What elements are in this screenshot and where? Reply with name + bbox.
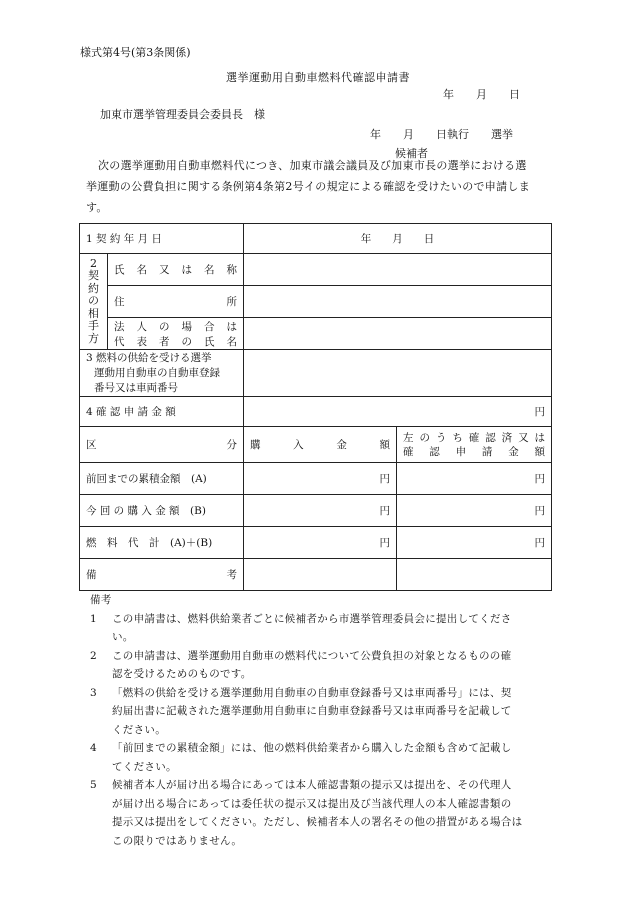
- total-confirmed-field[interactable]: 円: [397, 527, 552, 559]
- table-row: [80, 286, 552, 318]
- intro-paragraph: [86, 155, 546, 218]
- row-current-label: 今 回 の 購 入 金 額 (B): [80, 495, 244, 527]
- candidate-label: 候補者: [395, 147, 428, 160]
- current-confirmed-field[interactable]: 円: [397, 495, 552, 527]
- application-table: [79, 223, 552, 591]
- note-item: 1 この申請書は、燃料供給業者ごとに候補者から市選挙管理委員会に提出してくださ い。: [90, 612, 512, 643]
- remarks-field[interactable]: [244, 559, 397, 591]
- current-purchase-field[interactable]: 円: [244, 495, 397, 527]
- intro-line: 次の選挙運動用自動車燃料代につき、加東市議会議員及び加東市長の選挙における選: [98, 159, 527, 172]
- intro-line: 挙運動の公費負担に関する条例第4条第2号イの規定による確認を受けたいので申請しま: [86, 180, 530, 193]
- table-row: [80, 254, 552, 286]
- election-line: 年 月 日執行 選挙: [370, 128, 513, 141]
- party-label: 2 契 約 の 相 手 方: [80, 254, 108, 350]
- header-confirmed: 左 の う ち 確 認 済 又 は 確 認 申 請 金 額: [397, 427, 552, 463]
- notes-title: 備考: [90, 594, 112, 606]
- intro-line: す。: [86, 201, 108, 214]
- amount-label: 4 確 認 申 請 金 額: [80, 397, 244, 427]
- table-row: [80, 350, 552, 397]
- party-name-label: 氏 名 又 は 名 称: [108, 254, 244, 286]
- table-row: [80, 397, 552, 427]
- addressee: 加東市選挙管理委員会委員長 様: [100, 108, 265, 121]
- corp-rep-label: 法 人 の 場 合 は 代 表 者 の 氏 名: [108, 318, 244, 350]
- document-title: 選挙運動用自動車燃料代確認申請書: [226, 71, 410, 84]
- row-previous-label: 前回までの累積金額 (A): [80, 463, 244, 495]
- table-row: [80, 495, 552, 527]
- table-row: [80, 463, 552, 495]
- note-item: 3 「燃料の供給を受ける選挙運動用自動車の自動車登録番号又は車両番号」には、契 約届出書に記載された選挙運動用自動車に自動車登録番号又は車両番号を記載して ください。: [90, 686, 512, 736]
- date-line: 年 月 日: [443, 88, 520, 101]
- header-category: 区 分: [80, 427, 244, 463]
- table-row: [80, 224, 552, 254]
- party-name-field[interactable]: [244, 254, 552, 286]
- row-total-label: 燃 料 代 計 (A)＋(B): [80, 527, 244, 559]
- table-row: [80, 527, 552, 559]
- note-item: 5 候補者本人が届け出る場合にあっては本人確認書類の提示又は提出を、その代理人 が届け出る場合にあっては委任状の提示又は提出及び当該代理人の本人確認書類の 提示又は提出をしてください。ただし、候補者本人の署名その他の措置がある場合は この限りではありません。: [90, 779, 523, 847]
- form-number: 様式第4号(第3条関係): [80, 46, 191, 59]
- previous-purchase-field[interactable]: 円: [244, 463, 397, 495]
- note-item: 4 「前回までの累積金額」には、他の燃料供給業者から購入した金額も含めて記載し てください。: [90, 742, 512, 773]
- party-address-field[interactable]: [244, 286, 552, 318]
- total-purchase-field[interactable]: 円: [244, 527, 397, 559]
- table-row: [80, 427, 552, 463]
- corp-rep-field[interactable]: [244, 318, 552, 350]
- notes-section: [86, 591, 556, 850]
- contract-date-label: 1 契 約 年 月 日: [80, 224, 244, 254]
- table-row: [80, 559, 552, 591]
- yen-unit: 円: [534, 406, 545, 418]
- contract-date-field[interactable]: 年 月 日: [244, 224, 552, 254]
- vehicle-number-field[interactable]: [244, 350, 552, 397]
- vehicle-number-label: 3 燃料の供給を受ける選挙 運動用自動車の自動車登録 番号又は車両番号: [80, 350, 244, 397]
- remarks-field-2[interactable]: [397, 559, 552, 591]
- header-purchase: 購 入 金 額: [244, 427, 397, 463]
- previous-confirmed-field[interactable]: 円: [397, 463, 552, 495]
- table-row: [80, 318, 552, 350]
- party-address-label: 住 所: [108, 286, 244, 318]
- row-remarks-label: 備 考: [80, 559, 244, 591]
- note-item: 2 この申請書は、選挙運動用自動車の燃料代について公費負担の対象となるものの確 認を受けるためのものです。: [90, 649, 512, 680]
- amount-field[interactable]: [244, 397, 552, 427]
